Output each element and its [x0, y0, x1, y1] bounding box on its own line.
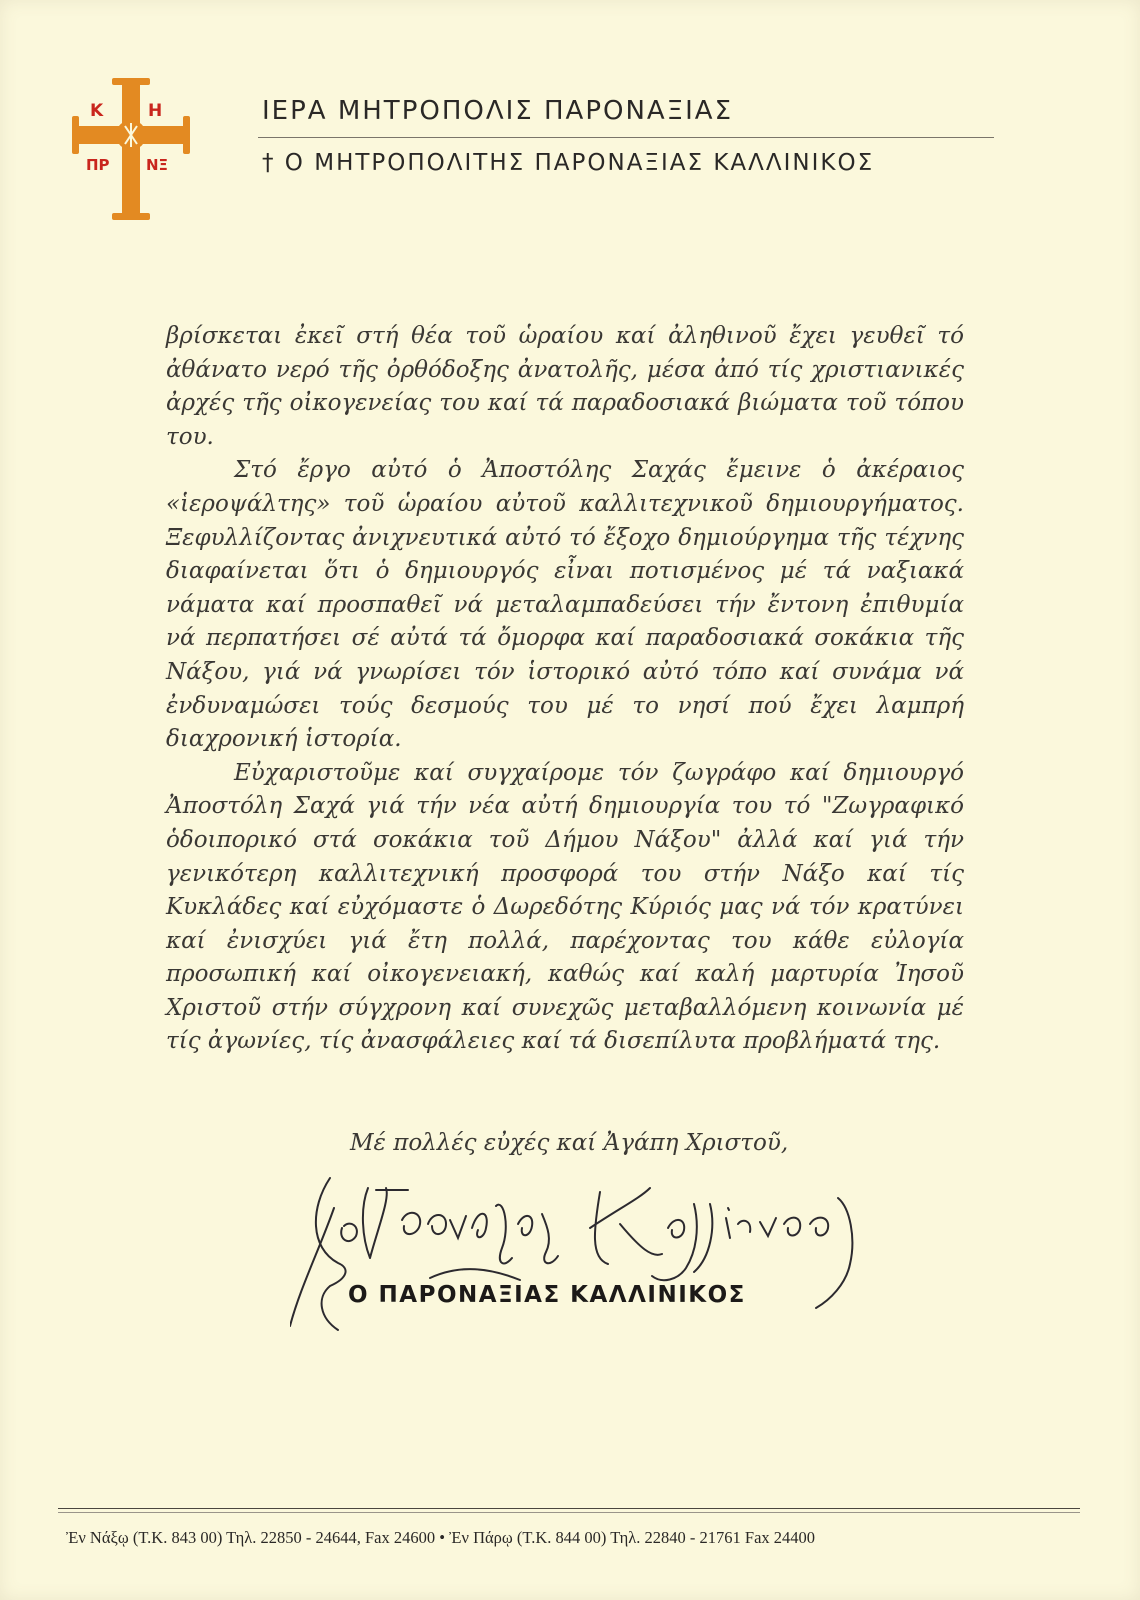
- footer-divider: [58, 1508, 1080, 1509]
- signatory-name: Ο ΠΑΡΟΝΑΞΙΑΣ ΚΑΛΛΙΝΙΚΟΣ: [348, 1282, 746, 1308]
- letterhead-divider: [258, 137, 994, 138]
- paragraph-2: Στό ἔργο αὐτό ὁ Ἀποστόλης Σαχάς ἔμεινε ὁ ἀκέραιος «ἱεροψάλτης» τοῦ ὡραίου αὐτοῦ καλλιτεχνικοῦ δημιουργήματος. Ξεφυλλίζοντας ἀνιχνευτικά αὐτό τό ἔξοχο δημιούργημα τῆς τέχνης διαφαίνεται ὅτι ὁ δημιουργός εἶναι ποτισμένος μέ τά ναξιακά νάματα καί προσπαθεῖ νά μεταλαμπαδεύσει τήν ἔντονη ἐπιθυμία νά περπατήσει σέ αὐτά τά ὄμορφα καί παραδοσιακά σοκάκια τῆς Νάξου, γιά νά γνωρίσει τόν ἱστορικό αὐτό τόπο καί συνάμα νά ἐνδυναμώσει τούς δεσμούς του μέ το νησί πού ἔχει λαμπρή διαχρονική ἱστορία.: [166, 457, 964, 753]
- emblem-letter-pr: ΠΡ: [86, 156, 110, 174]
- letterhead-subtitle: † Ο ΜΗΤΡΟΠΟΛΙΤΗΣ ΠΑΡΟΝΑΞΙΑΣ ΚΑΛΛΙΝΙΚΟΣ: [262, 150, 875, 176]
- footer-contact-info: Ἐν Νάξῳ (Τ.Κ. 843 00) Τηλ. 22850 - 24644, Fax 24600 • Ἐν Πάρῳ (Τ.Κ. 844 00) Τηλ. 22840 - 21761 Fax 24400: [66, 1528, 816, 1547]
- paragraph-3: Εὐχαριστοῦμε καί συγχαίρομε τόν ζωγράφο καί δημιουργό Ἀποστόλη Σαχά γιά τήν νέα αὐτή δημιουργία του τό "Ζωγραφικό ὁδοιπορικό στά σοκάκια τοῦ Δήμου Νάξου" ἀλλά καί γιά τήν γενικότερη καλλιτεχνική προσφορά του στήν Νάξο καί τίς Κυκλάδες καί εὐχόμαστε ὁ Δωρεδότης Κύριός μας νά τόν κρατύνει καί ἐνισχύει γιά ἔτη πολλά, παρέχοντας του κάθε εὐλογία προσωπική καί οἰκογενειακή, καθώς καί καλή μαρτυρία Ἰησοῦ Χριστοῦ στήν σύγχρονη καί συνεχῶς μεταβαλλόμενη κοινωνία μέ τίς ἀγωνίες, τίς ἀνασφάλειες καί τά δισεπίλυτα προβλήματά της.: [166, 759, 964, 1055]
- emblem-letter-k: Κ: [90, 101, 104, 121]
- emblem-letter-h: Η: [148, 101, 163, 121]
- letter-body: [166, 320, 964, 1059]
- letterhead-title: ΙΕΡΑ ΜΗΤΡΟΠΟΛΙΣ ΠΑΡΟΝΑΞΙΑΣ: [262, 96, 734, 126]
- paragraph-1: βρίσκεται ἐκεῖ στή θέα τοῦ ὡραίου καί ἀληθινοῦ ἔχει γευθεῖ τό ἀθάνατο νερό τῆς ὀρθόδοξης ἀνατολῆς, μέσα ἀπό τίς χριστιανικές ἀρχές τῆς οἰκογενείας του καί τά παραδοσιακά βιώματα τοῦ τόπου του.: [166, 323, 964, 450]
- emblem-letter-nx: ΝΞ: [146, 156, 169, 174]
- byzantine-cross-icon: [72, 78, 190, 220]
- footer-divider-secondary: [58, 1512, 1080, 1513]
- closing-salutation: Μέ πολλές εὐχές καί Ἀγάπη Χριστοῦ,: [350, 1130, 789, 1156]
- handwritten-signature: [290, 1168, 910, 1348]
